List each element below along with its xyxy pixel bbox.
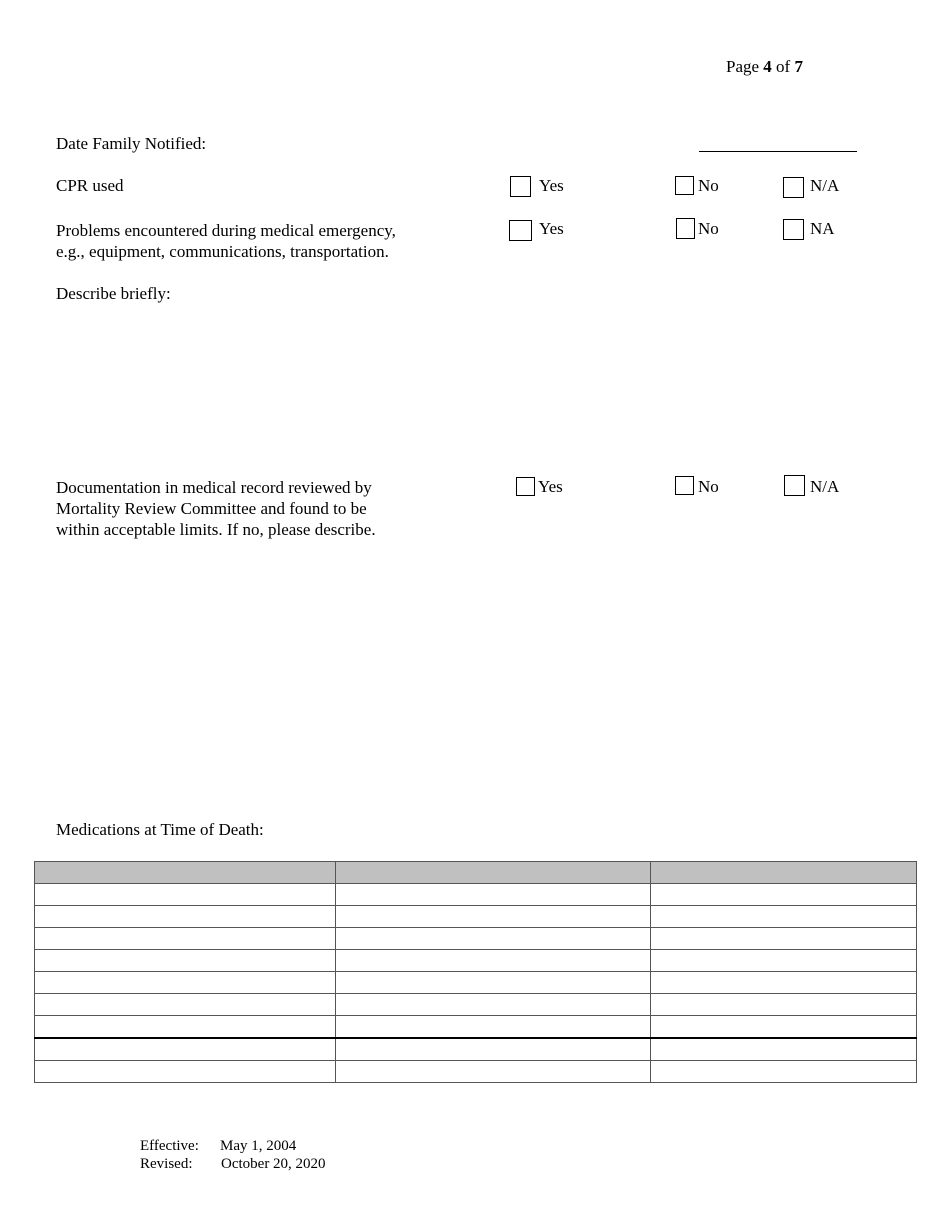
table-row — [35, 1038, 917, 1061]
problems-yes-checkbox[interactable] — [509, 220, 532, 241]
cpr-no-checkbox[interactable] — [675, 176, 694, 195]
problems-yes-label: Yes — [539, 219, 564, 238]
documentation-no-checkbox[interactable] — [675, 476, 694, 495]
describe-briefly-label: Describe briefly: — [56, 284, 171, 303]
table-cell[interactable] — [35, 1061, 336, 1083]
documentation-label — [56, 477, 376, 540]
table-cell[interactable] — [336, 972, 651, 994]
table-row — [35, 1061, 917, 1083]
documentation-yes-checkbox[interactable] — [516, 477, 535, 496]
date-family-notified-label: Date Family Notified: — [56, 134, 207, 153]
documentation-label-line3: within acceptable limits. If no, please describe. — [56, 520, 376, 539]
table-cell[interactable] — [651, 1016, 917, 1039]
table-row — [35, 972, 917, 994]
table-cell[interactable] — [651, 884, 917, 906]
table-cell[interactable] — [35, 884, 336, 906]
problems-label-line2: e.g., equipment, communications, transportation. — [56, 242, 389, 261]
describe-briefly-area[interactable] — [56, 310, 856, 460]
documentation-no-label: No — [698, 477, 719, 496]
footer-revised-date: October 20, 2020 — [221, 1156, 326, 1172]
table-row — [35, 884, 917, 906]
documentation-yes-label: Yes — [538, 477, 563, 496]
documentation-describe-area[interactable] — [56, 550, 856, 790]
problems-na-checkbox[interactable] — [783, 219, 804, 240]
table-row — [35, 994, 917, 1016]
table-row — [35, 1016, 917, 1039]
table-header-cell — [336, 862, 651, 884]
footer-effective-label: Effective: — [140, 1138, 199, 1154]
table-cell[interactable] — [35, 972, 336, 994]
page-current: 4 — [763, 57, 772, 76]
table-cell[interactable] — [336, 884, 651, 906]
table-cell[interactable] — [651, 950, 917, 972]
table-cell[interactable] — [35, 1038, 336, 1061]
table-cell[interactable] — [651, 972, 917, 994]
table-cell[interactable] — [336, 906, 651, 928]
documentation-label-line2: Mortality Review Committee and found to be — [56, 499, 367, 518]
table-cell[interactable] — [336, 1061, 651, 1083]
problems-na-label: NA — [810, 219, 835, 238]
table-cell[interactable] — [336, 1038, 651, 1061]
table-cell[interactable] — [35, 994, 336, 1016]
table-cell[interactable] — [651, 928, 917, 950]
page-number — [726, 57, 803, 77]
cpr-yes-label: Yes — [539, 176, 564, 195]
table-cell[interactable] — [651, 994, 917, 1016]
footer-revised — [140, 1156, 326, 1173]
documentation-label-line1: Documentation in medical record reviewed by — [56, 478, 372, 497]
footer-effective — [140, 1138, 296, 1155]
table-cell[interactable] — [651, 1038, 917, 1061]
table-cell[interactable] — [336, 1016, 651, 1039]
footer-revised-label: Revised: — [140, 1156, 193, 1172]
documentation-na-label: N/A — [810, 477, 840, 496]
page-of: of — [776, 57, 791, 76]
table-cell[interactable] — [336, 928, 651, 950]
problems-label — [56, 220, 396, 262]
table-row — [35, 928, 917, 950]
problems-no-label: No — [698, 219, 719, 238]
cpr-na-label: N/A — [810, 176, 840, 195]
page-prefix: Page — [726, 57, 760, 76]
table-row — [35, 950, 917, 972]
cpr-na-checkbox[interactable] — [783, 177, 804, 198]
medications-label: Medications at Time of Death: — [56, 820, 264, 839]
table-row — [35, 906, 917, 928]
table-cell[interactable] — [651, 1061, 917, 1083]
table-header-cell — [35, 862, 336, 884]
problems-no-checkbox[interactable] — [676, 218, 695, 239]
table-cell[interactable] — [336, 994, 651, 1016]
cpr-yes-checkbox[interactable] — [510, 176, 531, 197]
table-cell[interactable] — [35, 1016, 336, 1039]
table-cell[interactable] — [336, 950, 651, 972]
page-total: 7 — [794, 57, 803, 76]
cpr-no-label: No — [698, 176, 719, 195]
cpr-used-label: CPR used — [56, 176, 124, 195]
table-cell[interactable] — [35, 928, 336, 950]
table-cell[interactable] — [35, 950, 336, 972]
table-cell[interactable] — [651, 906, 917, 928]
table-header-cell — [651, 862, 917, 884]
footer-effective-date: May 1, 2004 — [220, 1138, 297, 1154]
documentation-na-checkbox[interactable] — [784, 475, 805, 496]
table-header-row — [35, 862, 917, 884]
date-family-notified-field[interactable] — [699, 151, 857, 152]
medications-table — [34, 861, 917, 1083]
problems-label-line1: Problems encountered during medical emergency, — [56, 221, 396, 240]
table-cell[interactable] — [35, 906, 336, 928]
